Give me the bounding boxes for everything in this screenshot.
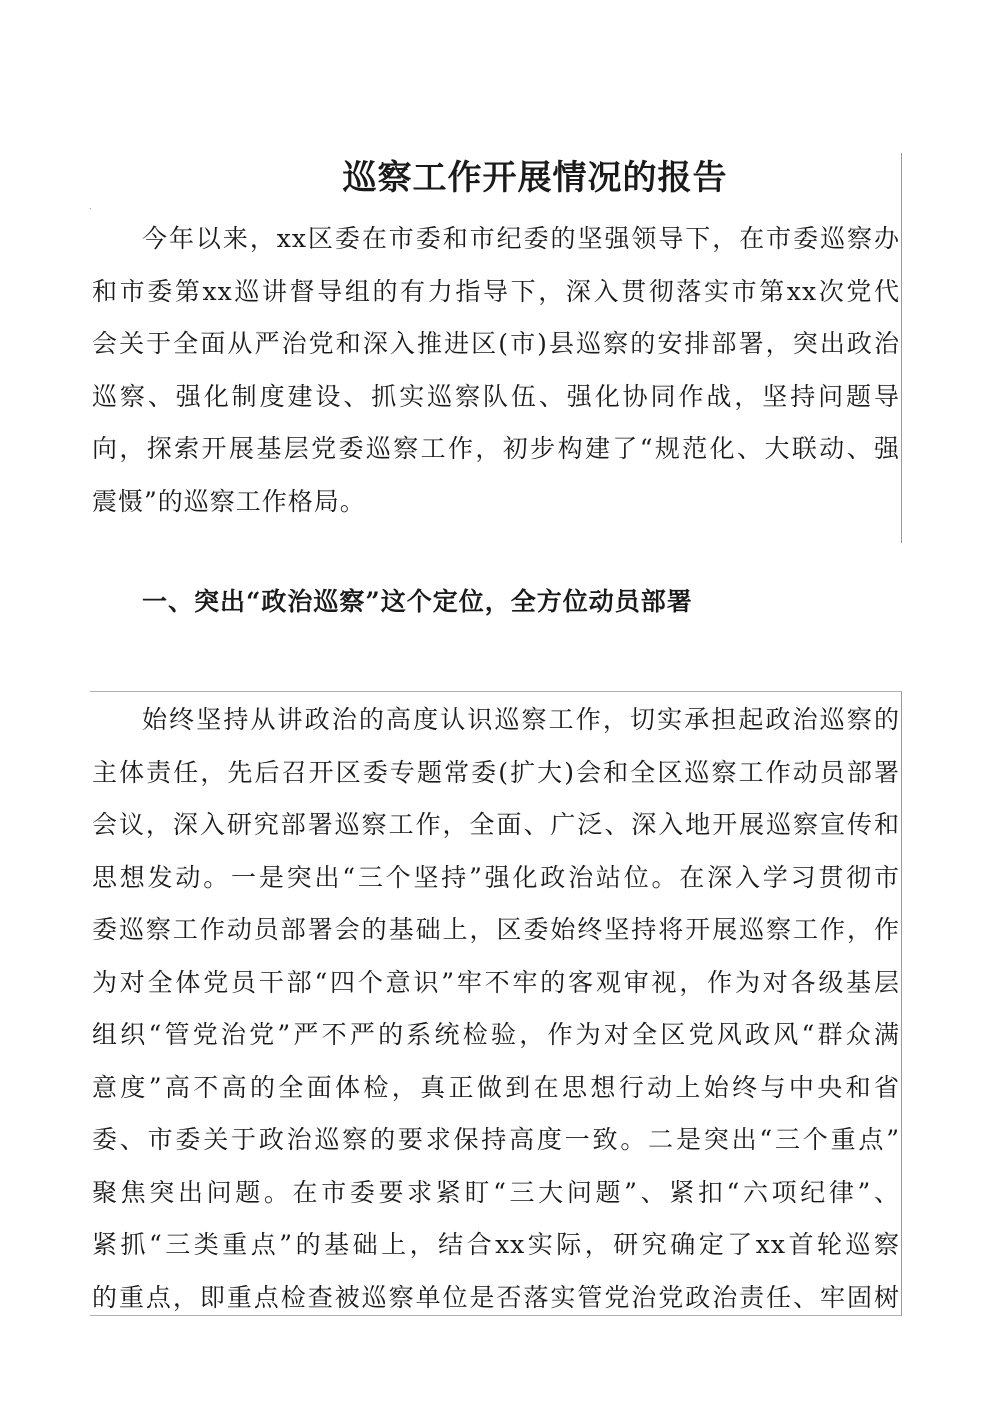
paragraph-line: 为对全体党员干部“四个意识”牢不牢的客观审视，作为对各级基层 xyxy=(92,967,900,997)
paragraph-line: 聚焦突出问题。在市委要求紧盯“三大问题”、紧扣“六项纪律”、 xyxy=(92,1177,900,1207)
paragraph-line: 巡察、强化制度建设、抓实巡察队伍、强化协同作战，坚持问题导 xyxy=(92,381,900,411)
paragraph-intro xyxy=(92,213,900,528)
paragraph-line: 紧抓“三类重点”的基础上，结合xx实际，研究确定了xx首轮巡察 xyxy=(92,1230,900,1259)
paragraph-line: 意度”高不高的全面体检，真正做到在思想行动上始终与中央和省 xyxy=(92,1072,900,1102)
paragraph-line: 震慑”的巡察工作格局。 xyxy=(92,486,366,516)
paragraph-line: 组织“管党治党”严不严的系统检验，作为对全区党风政风“群众满 xyxy=(92,1020,900,1049)
paragraph-line: 今年以来，xx区委在市委和市纪委的坚强领导下，在市委巡察办 xyxy=(142,224,900,253)
paragraph-line: 委、市委关于政治巡察的要求保持高度一致。二是突出“三个重点” xyxy=(92,1125,900,1154)
margin-mark: . xyxy=(89,202,92,211)
paragraph-line: 委巡察工作动员部署会的基础上，区委始终坚持将开展巡察工作，作 xyxy=(92,915,900,944)
paragraph-line: 始终坚持从讲政治的高度认识巡察工作，切实承担起政治巡察的 xyxy=(142,705,900,734)
paragraph-line: 的重点，即重点检查被巡察单位是否落实管党治党政治责任、牢固树 xyxy=(92,1282,900,1312)
paragraph-line: 向，探索开展基层党委巡察工作，初步构建了“规范化、大联动、强 xyxy=(92,434,900,463)
paragraph-section1 xyxy=(92,694,900,1324)
paragraph-line: 思想发动。一是突出“三个坚持”强化政治站位。在深入学习贯彻市 xyxy=(92,862,900,892)
paragraph-line: 和市委第xx巡讲督导组的有力指导下，深入贯彻落实市第xx次党代 xyxy=(92,276,900,306)
document-title: 巡察工作开展情况的报告 xyxy=(342,158,728,198)
paragraph-line: 主体责任，先后召开区委专题常委(扩大)会和全区巡察工作动员部署 xyxy=(92,757,900,787)
paragraph-line: 会关于全面从严治党和深入推进区(市)县巡察的安排部署，突出政治 xyxy=(92,329,900,358)
paragraph-line: 会议，深入研究部署巡察工作，全面、广泛、深入地开展巡察宣传和 xyxy=(92,810,900,839)
section-heading-1: 一、突出“政治巡察”这个定位，全方位动员部署 xyxy=(142,587,693,616)
page-margin-rule-top xyxy=(901,153,902,543)
